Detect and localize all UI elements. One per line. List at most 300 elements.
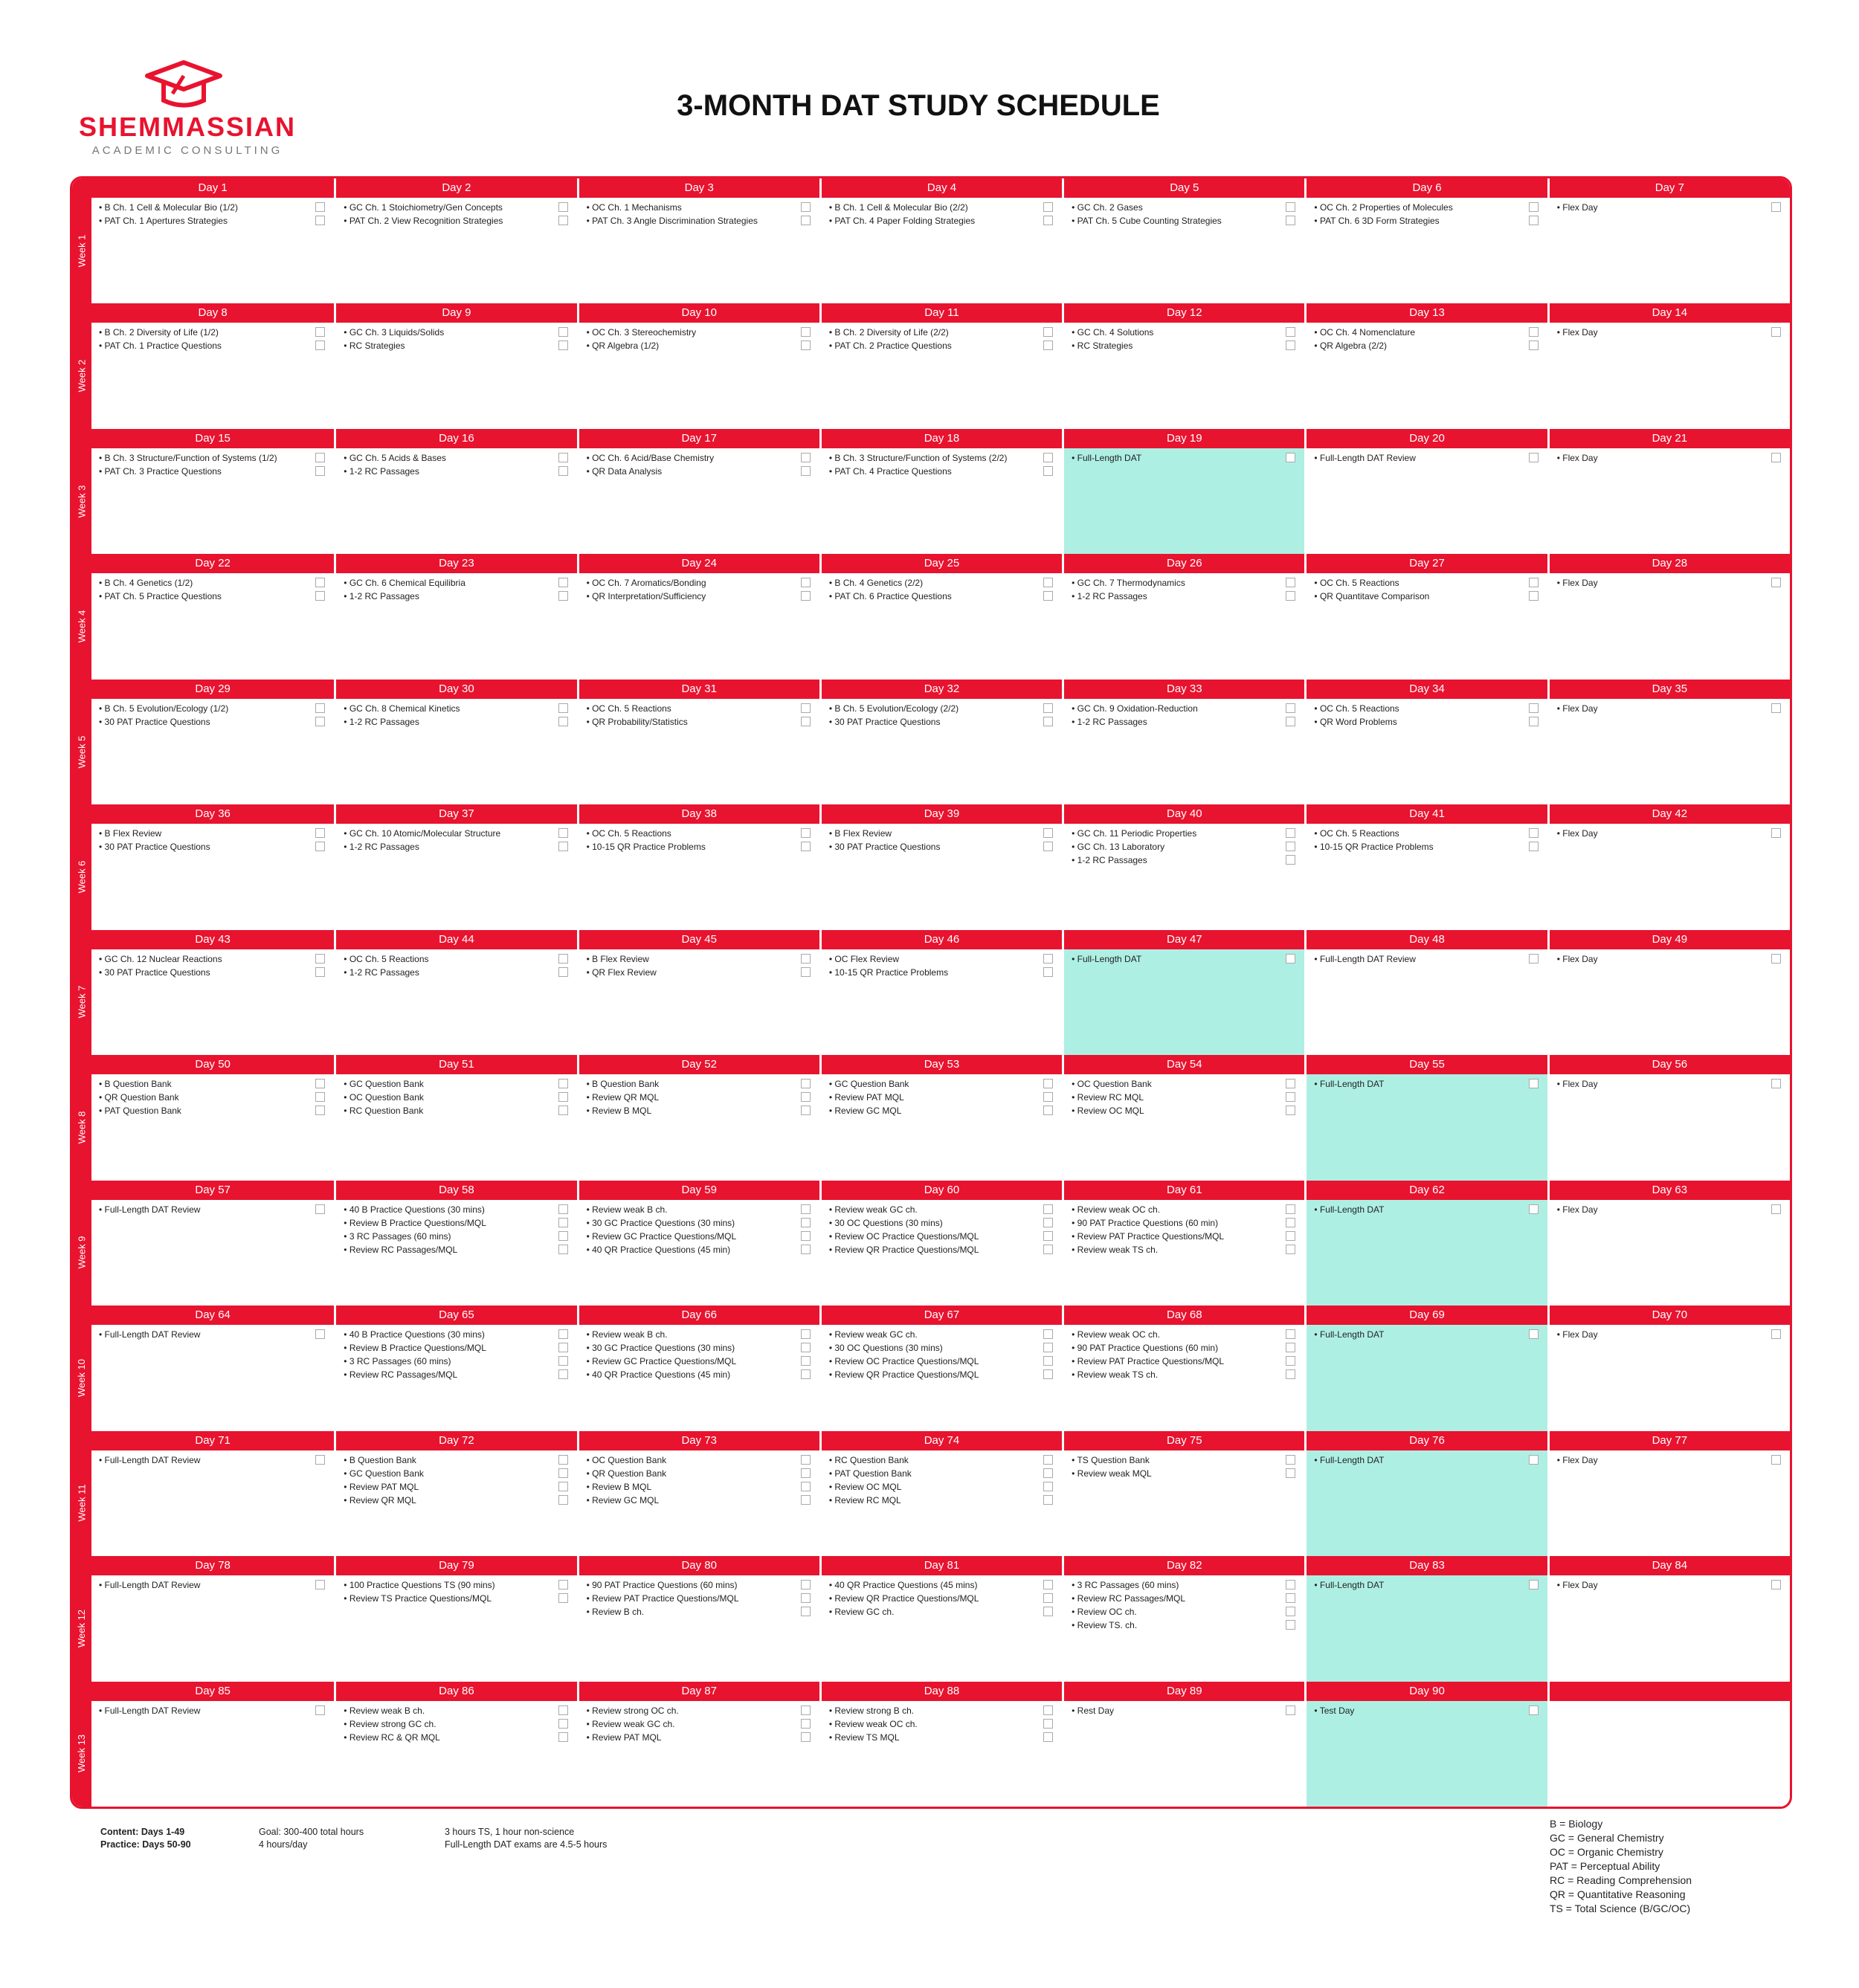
task-item: [587, 1480, 813, 1494]
task-item: [344, 1328, 570, 1341]
task-item: [829, 1368, 1056, 1381]
task-item: [99, 214, 328, 227]
task-checkbox[interactable]: [801, 1329, 811, 1339]
day-tasks: [579, 824, 819, 929]
task-checkbox[interactable]: [1529, 1329, 1539, 1339]
task-text: • Review strong B ch.: [828, 1705, 915, 1716]
day-tasks: [336, 1200, 576, 1306]
task-text: • PAT Question Bank: [828, 1468, 912, 1479]
task-checkbox[interactable]: [1771, 703, 1781, 713]
task-checkbox[interactable]: [1043, 1705, 1053, 1715]
task-checkbox[interactable]: [558, 828, 568, 838]
task-text: • 30 OC Questions (30 mins): [828, 1217, 943, 1228]
day-header: Day 49: [1550, 930, 1790, 949]
task-checkbox[interactable]: [1286, 216, 1295, 225]
task-checkbox[interactable]: [1043, 1482, 1053, 1491]
task-checkbox[interactable]: [558, 1231, 568, 1241]
task-text: • OC Ch. 6 Acid/Base Chemistry: [586, 452, 715, 463]
task-checkbox[interactable]: [1529, 828, 1539, 838]
task-checkbox[interactable]: [1771, 453, 1781, 462]
task-item: [99, 966, 328, 979]
task-checkbox[interactable]: [801, 453, 811, 462]
task-checkbox[interactable]: [801, 1079, 811, 1088]
task-checkbox[interactable]: [801, 202, 811, 212]
task-item: [1557, 952, 1784, 966]
task-text: • Review OC MQL: [1072, 1106, 1144, 1117]
task-checkbox[interactable]: [801, 828, 811, 838]
task-checkbox[interactable]: [1043, 578, 1053, 587]
task-checkbox[interactable]: [1043, 216, 1053, 225]
task-checkbox[interactable]: [1286, 1607, 1295, 1616]
task-checkbox[interactable]: [558, 1482, 568, 1491]
task-checkbox[interactable]: [1771, 954, 1781, 964]
task-text: • GC Ch. 12 Nuclear Reactions: [99, 953, 222, 964]
task-item: [587, 1717, 813, 1731]
task-item: [587, 1592, 813, 1605]
task-item: [344, 1230, 570, 1243]
day-header: Day 81: [822, 1556, 1062, 1575]
task-text: • Flex Day: [1556, 828, 1598, 839]
task-checkbox[interactable]: [315, 1092, 325, 1102]
task-checkbox[interactable]: [801, 967, 811, 977]
task-checkbox[interactable]: [315, 1580, 325, 1590]
task-checkbox[interactable]: [1286, 703, 1295, 713]
day-tasks: [336, 699, 576, 804]
task-checkbox[interactable]: [315, 703, 325, 713]
task-checkbox[interactable]: [558, 453, 568, 462]
task-checkbox[interactable]: [558, 578, 568, 587]
task-text: • Review OC ch.: [1072, 1607, 1137, 1618]
task-checkbox[interactable]: [558, 717, 568, 726]
task-checkbox[interactable]: [315, 828, 325, 838]
task-checkbox[interactable]: [1043, 954, 1053, 964]
task-checkbox[interactable]: [801, 1245, 811, 1254]
task-checkbox[interactable]: [1529, 341, 1539, 350]
task-text: • Review B Practice Questions/MQL: [344, 1343, 486, 1354]
day-cell: [1550, 1055, 1790, 1180]
task-checkbox[interactable]: [801, 1705, 811, 1715]
task-checkbox[interactable]: [801, 1369, 811, 1379]
day-header: Day 27: [1307, 554, 1547, 573]
task-checkbox[interactable]: [1043, 1607, 1053, 1616]
task-checkbox[interactable]: [558, 1495, 568, 1505]
task-checkbox[interactable]: [801, 842, 811, 851]
task-checkbox[interactable]: [801, 1482, 811, 1491]
task-checkbox[interactable]: [1529, 1204, 1539, 1214]
task-checkbox[interactable]: [801, 1732, 811, 1742]
day-header: Day 68: [1064, 1306, 1304, 1325]
task-item: [829, 590, 1056, 603]
task-item: [587, 1355, 813, 1368]
task-text: • QR Question Bank: [99, 1092, 179, 1103]
task-checkbox[interactable]: [1043, 591, 1053, 601]
task-item: [1072, 827, 1298, 840]
task-checkbox[interactable]: [801, 1343, 811, 1352]
task-checkbox[interactable]: [315, 327, 325, 337]
task-checkbox[interactable]: [801, 327, 811, 337]
task-checkbox[interactable]: [1529, 591, 1539, 601]
task-checkbox[interactable]: [801, 1092, 811, 1102]
task-text: • Review RC MQL: [1072, 1092, 1144, 1103]
task-checkbox[interactable]: [1043, 466, 1053, 476]
task-checkbox[interactable]: [1286, 1580, 1295, 1590]
task-item: [829, 214, 1056, 227]
task-checkbox[interactable]: [558, 1580, 568, 1590]
task-checkbox[interactable]: [801, 216, 811, 225]
task-text: • GC Question Bank: [828, 1079, 909, 1090]
task-checkbox[interactable]: [1043, 1455, 1053, 1465]
task-checkbox[interactable]: [1043, 1468, 1053, 1478]
task-checkbox[interactable]: [1286, 1231, 1295, 1241]
task-checkbox[interactable]: [1529, 327, 1539, 337]
task-checkbox[interactable]: [558, 1705, 568, 1715]
task-checkbox[interactable]: [315, 341, 325, 350]
task-item: [829, 1467, 1056, 1480]
task-checkbox[interactable]: [315, 216, 325, 225]
task-checkbox[interactable]: [558, 327, 568, 337]
task-text: • 40 B Practice Questions (30 mins): [344, 1204, 485, 1215]
task-checkbox[interactable]: [801, 1468, 811, 1478]
task-item: [829, 1605, 1056, 1619]
task-checkbox[interactable]: [1771, 202, 1781, 212]
task-text: • B Ch. 1 Cell & Molecular Bio (2/2): [828, 202, 968, 213]
task-text: • OC Ch. 5 Reactions: [344, 953, 429, 964]
day-cell: [1307, 178, 1547, 303]
task-checkbox[interactable]: [1771, 1204, 1781, 1214]
task-checkbox[interactable]: [1771, 578, 1781, 587]
task-checkbox[interactable]: [558, 1356, 568, 1366]
task-checkbox[interactable]: [315, 1204, 325, 1214]
task-text: • Review RC Passages/MQL: [1072, 1593, 1186, 1604]
day-header: Day 1: [91, 178, 334, 198]
task-text: • Review GC Practice Questions/MQL: [586, 1230, 737, 1242]
task-checkbox[interactable]: [558, 1218, 568, 1227]
week-label-text: Week 5: [76, 735, 88, 768]
day-header: Day 12: [1064, 303, 1304, 323]
task-checkbox[interactable]: [1286, 842, 1295, 851]
legend-item: GC = General Chemistry: [1550, 1832, 1664, 1844]
task-checkbox[interactable]: [1043, 1732, 1053, 1742]
task-checkbox[interactable]: [1529, 1455, 1539, 1465]
task-item: [344, 1578, 570, 1592]
task-checkbox[interactable]: [1286, 341, 1295, 350]
task-item: [829, 1731, 1056, 1744]
task-checkbox[interactable]: [1286, 202, 1295, 212]
task-checkbox[interactable]: [315, 954, 325, 964]
task-checkbox[interactable]: [801, 341, 811, 350]
task-checkbox[interactable]: [1043, 327, 1053, 337]
day-cell: [1307, 554, 1547, 679]
task-checkbox[interactable]: [1286, 1593, 1295, 1603]
task-checkbox[interactable]: [1043, 1231, 1053, 1241]
task-checkbox[interactable]: [1043, 1218, 1053, 1227]
task-item: [99, 1104, 328, 1117]
task-checkbox[interactable]: [1043, 1329, 1053, 1339]
day-header: Day 56: [1550, 1055, 1790, 1074]
task-item: [344, 1453, 570, 1467]
task-checkbox[interactable]: [1043, 703, 1053, 713]
task-checkbox[interactable]: [558, 1245, 568, 1254]
task-checkbox[interactable]: [558, 216, 568, 225]
task-checkbox[interactable]: [1529, 1580, 1539, 1590]
task-checkbox[interactable]: [1286, 1245, 1295, 1254]
task-checkbox[interactable]: [1043, 717, 1053, 726]
task-text: • OC Ch. 5 Reactions: [1314, 703, 1399, 714]
task-item: [1072, 1104, 1298, 1117]
task-checkbox[interactable]: [1286, 578, 1295, 587]
task-item: [829, 1592, 1056, 1605]
legend-item: TS = Total Science (B/GC/OC): [1550, 1903, 1691, 1914]
task-checkbox[interactable]: [1286, 591, 1295, 601]
task-item: [344, 1104, 570, 1117]
task-checkbox[interactable]: [1043, 1245, 1053, 1254]
task-item: [344, 214, 570, 227]
task-checkbox[interactable]: [1286, 954, 1295, 964]
task-text: • B Question Bank: [99, 1079, 172, 1090]
task-checkbox[interactable]: [801, 703, 811, 713]
task-checkbox[interactable]: [1043, 828, 1053, 838]
task-checkbox[interactable]: [801, 954, 811, 964]
task-checkbox[interactable]: [801, 1204, 811, 1214]
task-checkbox[interactable]: [558, 842, 568, 851]
task-checkbox[interactable]: [1771, 1329, 1781, 1339]
task-checkbox[interactable]: [1043, 1092, 1053, 1102]
task-checkbox[interactable]: [558, 466, 568, 476]
task-checkbox[interactable]: [315, 1106, 325, 1115]
day-tasks: [91, 1200, 334, 1306]
task-checkbox[interactable]: [1529, 216, 1539, 225]
day-header: Day 70: [1550, 1306, 1790, 1325]
task-checkbox[interactable]: [1043, 1593, 1053, 1603]
day-tasks: [91, 323, 334, 428]
day-tasks: [336, 1074, 576, 1180]
day-cell: [336, 804, 576, 929]
task-checkbox[interactable]: [315, 453, 325, 462]
task-checkbox[interactable]: [1529, 1079, 1539, 1088]
task-checkbox[interactable]: [1043, 1356, 1053, 1366]
task-item: [99, 1578, 328, 1592]
task-checkbox[interactable]: [1286, 1106, 1295, 1115]
task-text: • Review TS. ch.: [1072, 1620, 1138, 1631]
task-text: • B Ch. 5 Evolution/Ecology (2/2): [828, 703, 959, 714]
task-checkbox[interactable]: [1771, 327, 1781, 337]
task-checkbox[interactable]: [558, 341, 568, 350]
task-checkbox[interactable]: [1286, 1092, 1295, 1102]
task-checkbox[interactable]: [801, 578, 811, 587]
day-tasks: [336, 1325, 576, 1430]
task-checkbox[interactable]: [1043, 842, 1053, 851]
task-checkbox[interactable]: [558, 202, 568, 212]
task-checkbox[interactable]: [1771, 1079, 1781, 1088]
task-checkbox[interactable]: [558, 703, 568, 713]
day-header: Day 8: [91, 303, 334, 323]
day-tasks: [579, 448, 819, 554]
day-cell: [579, 429, 819, 554]
task-checkbox[interactable]: [1286, 1455, 1295, 1465]
task-text: • 30 GC Practice Questions (30 mins): [586, 1343, 735, 1354]
task-checkbox[interactable]: [1529, 453, 1539, 462]
task-checkbox[interactable]: [315, 1079, 325, 1088]
day-tasks: [1550, 699, 1790, 804]
task-text: • Review QR Practice Questions/MQL: [828, 1244, 979, 1255]
task-checkbox[interactable]: [558, 591, 568, 601]
task-checkbox[interactable]: [1043, 1204, 1053, 1214]
day-cell: [822, 1181, 1062, 1306]
task-item: [587, 840, 813, 853]
task-text: • GC Ch. 3 Liquids/Solids: [344, 327, 445, 338]
task-checkbox[interactable]: [315, 967, 325, 977]
task-checkbox[interactable]: [558, 1092, 568, 1102]
task-checkbox[interactable]: [1286, 1204, 1295, 1214]
task-checkbox[interactable]: [1043, 453, 1053, 462]
task-checkbox[interactable]: [1771, 1580, 1781, 1590]
task-checkbox[interactable]: [801, 1218, 811, 1227]
task-text: • B Question Bank: [344, 1454, 416, 1465]
task-checkbox[interactable]: [558, 1369, 568, 1379]
task-checkbox[interactable]: [315, 1705, 325, 1715]
task-checkbox[interactable]: [1286, 855, 1295, 865]
task-checkbox[interactable]: [1529, 703, 1539, 713]
task-checkbox[interactable]: [1286, 1343, 1295, 1352]
task-checkbox[interactable]: [1286, 1705, 1295, 1715]
task-checkbox[interactable]: [1286, 1369, 1295, 1379]
task-item: [1314, 1453, 1541, 1467]
task-checkbox[interactable]: [315, 578, 325, 587]
day-header: Day 82: [1064, 1556, 1304, 1575]
task-checkbox[interactable]: [801, 1719, 811, 1729]
task-checkbox[interactable]: [801, 1607, 811, 1616]
task-item: [1314, 1203, 1541, 1216]
task-item: [1072, 1368, 1298, 1381]
task-checkbox[interactable]: [801, 591, 811, 601]
task-checkbox[interactable]: [1286, 1356, 1295, 1366]
task-checkbox[interactable]: [1043, 1343, 1053, 1352]
task-checkbox[interactable]: [315, 202, 325, 212]
task-checkbox[interactable]: [1771, 1455, 1781, 1465]
task-checkbox[interactable]: [1286, 828, 1295, 838]
task-checkbox[interactable]: [1529, 1705, 1539, 1715]
task-checkbox[interactable]: [558, 1719, 568, 1729]
task-checkbox[interactable]: [558, 1329, 568, 1339]
day-header: Day 78: [91, 1556, 334, 1575]
task-checkbox[interactable]: [1043, 341, 1053, 350]
day-header: Day 36: [91, 804, 334, 824]
day-tasks: [1307, 198, 1547, 303]
task-checkbox[interactable]: [1286, 1218, 1295, 1227]
task-checkbox[interactable]: [801, 1356, 811, 1366]
day-cell: [579, 1055, 819, 1180]
task-text: • GC Ch. 5 Acids & Bases: [344, 452, 446, 463]
task-item: [829, 465, 1056, 478]
task-checkbox[interactable]: [315, 466, 325, 476]
task-checkbox[interactable]: [1529, 842, 1539, 851]
task-checkbox[interactable]: [558, 1106, 568, 1115]
task-checkbox[interactable]: [801, 717, 811, 726]
task-checkbox[interactable]: [801, 1455, 811, 1465]
task-checkbox[interactable]: [801, 1495, 811, 1505]
task-checkbox[interactable]: [1771, 828, 1781, 838]
task-checkbox[interactable]: [558, 1732, 568, 1742]
day-cell: [1307, 1556, 1547, 1681]
day-header: Day 23: [336, 554, 576, 573]
task-item: [344, 1592, 570, 1605]
day-cell: [91, 303, 334, 428]
task-checkbox[interactable]: [801, 1231, 811, 1241]
task-checkbox[interactable]: [1286, 1079, 1295, 1088]
task-text: • 10-15 QR Practice Problems: [1314, 842, 1434, 853]
task-checkbox[interactable]: [558, 967, 568, 977]
task-checkbox[interactable]: [558, 1468, 568, 1478]
task-checkbox[interactable]: [558, 1593, 568, 1603]
task-checkbox[interactable]: [558, 1204, 568, 1214]
task-text: • Full-Length DAT Review: [99, 1454, 201, 1465]
task-checkbox[interactable]: [1043, 1369, 1053, 1379]
task-checkbox[interactable]: [1286, 1329, 1295, 1339]
task-checkbox[interactable]: [1286, 1468, 1295, 1478]
task-checkbox[interactable]: [1043, 1079, 1053, 1088]
week-label: [72, 1325, 91, 1430]
day-header: Day 54: [1064, 1055, 1304, 1074]
task-checkbox[interactable]: [1529, 717, 1539, 726]
task-checkbox[interactable]: [315, 717, 325, 726]
task-checkbox[interactable]: [1043, 1719, 1053, 1729]
day-tasks: [336, 949, 576, 1055]
task-checkbox[interactable]: [558, 1455, 568, 1465]
task-checkbox[interactable]: [1286, 453, 1295, 462]
day-header: Day 41: [1307, 804, 1547, 824]
day-header: Day 42: [1550, 804, 1790, 824]
task-checkbox[interactable]: [1043, 1580, 1053, 1590]
day-tasks: [1307, 1074, 1547, 1180]
day-cell: [91, 1556, 334, 1681]
day-tasks: [91, 448, 334, 554]
task-text: • Review weak GC ch.: [828, 1204, 918, 1215]
task-checkbox[interactable]: [315, 1329, 325, 1339]
day-cell: [1550, 429, 1790, 554]
task-checkbox[interactable]: [1286, 327, 1295, 337]
task-checkbox[interactable]: [315, 842, 325, 851]
task-item: [344, 827, 570, 840]
task-checkbox[interactable]: [558, 954, 568, 964]
task-checkbox[interactable]: [1529, 578, 1539, 587]
task-text: • 1-2 RC Passages: [1072, 716, 1147, 727]
task-checkbox[interactable]: [315, 1455, 325, 1465]
task-checkbox[interactable]: [1043, 1106, 1053, 1115]
task-checkbox[interactable]: [801, 1106, 811, 1115]
task-text: • Review OC Practice Questions/MQL: [828, 1230, 979, 1242]
task-item: [829, 326, 1056, 339]
task-checkbox[interactable]: [1043, 202, 1053, 212]
task-checkbox[interactable]: [558, 1343, 568, 1352]
task-checkbox[interactable]: [1529, 954, 1539, 964]
week-label-text: Week 1: [76, 234, 88, 268]
task-checkbox[interactable]: [1043, 967, 1053, 977]
task-checkbox[interactable]: [801, 466, 811, 476]
empty-day-cell: [1550, 1682, 1790, 1807]
day-cell: [579, 804, 819, 929]
task-checkbox[interactable]: [1286, 717, 1295, 726]
task-checkbox[interactable]: [315, 591, 325, 601]
task-checkbox[interactable]: [801, 1580, 811, 1590]
task-checkbox[interactable]: [801, 1593, 811, 1603]
day-tasks: [1307, 323, 1547, 428]
task-checkbox[interactable]: [1286, 1620, 1295, 1630]
day-cell: [1550, 1181, 1790, 1306]
task-checkbox[interactable]: [1529, 202, 1539, 212]
task-item: [829, 1077, 1056, 1091]
task-checkbox[interactable]: [1043, 1495, 1053, 1505]
task-checkbox[interactable]: [558, 1079, 568, 1088]
